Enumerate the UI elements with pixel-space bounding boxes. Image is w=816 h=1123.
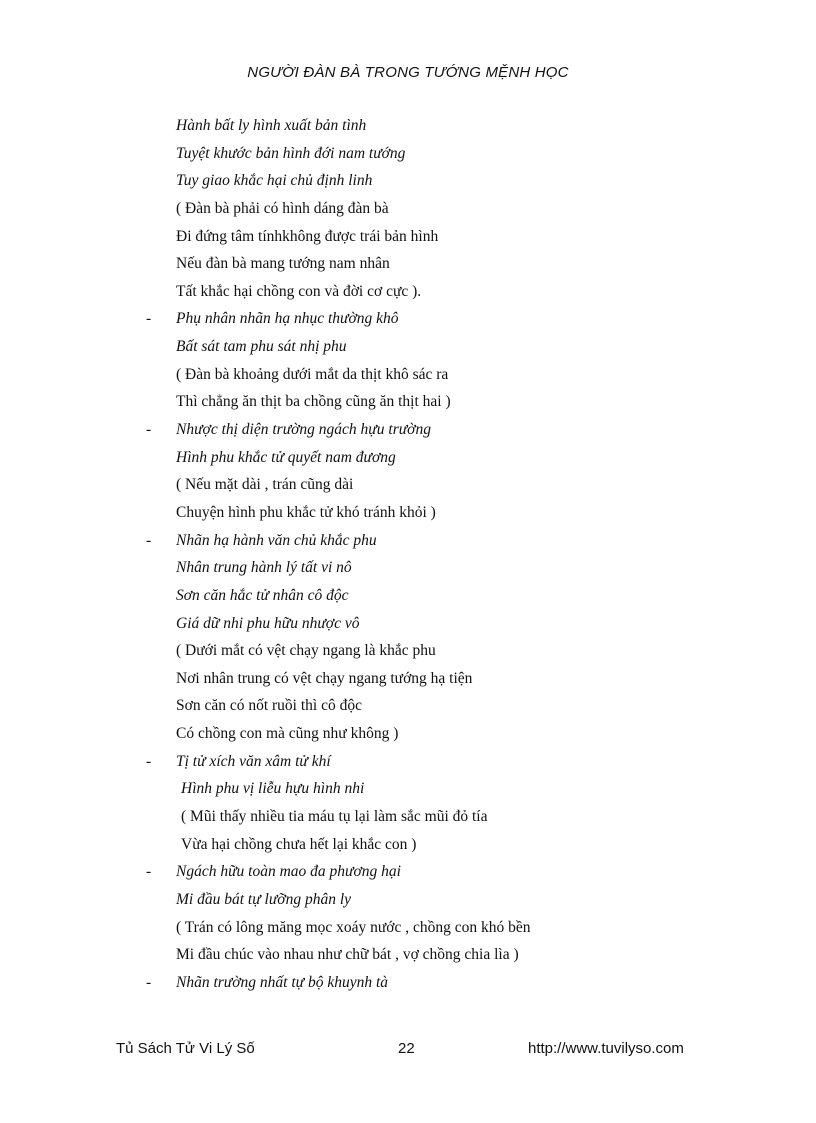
text-line	[0, 223, 816, 251]
text-line	[0, 831, 816, 859]
text-line	[0, 941, 816, 969]
text-line	[0, 803, 816, 831]
text-line-content: Thì chẳng ăn thịt ba chồng cũng ăn thịt hai )	[176, 393, 451, 411]
text-line	[0, 278, 816, 306]
list-bullet: -	[146, 421, 152, 439]
text-line	[0, 388, 816, 416]
text-line-content: Bất sát tam phu sát nhị phu	[176, 338, 347, 356]
text-line	[0, 914, 816, 942]
text-line	[0, 361, 816, 389]
text-line	[0, 665, 816, 693]
text-line	[0, 886, 816, 914]
text-line-content: ( Đàn bà phải có hình dáng đàn bà	[176, 199, 389, 217]
text-line	[0, 554, 816, 582]
list-bullet: -	[146, 531, 152, 549]
text-line	[0, 748, 816, 776]
list-bullet: -	[146, 752, 152, 770]
text-line	[0, 416, 816, 444]
text-line-content: Hình phu vị liễu hựu hình nhi	[181, 780, 365, 798]
text-line	[0, 775, 816, 803]
text-line	[0, 444, 816, 472]
text-line-content: Có chồng con mà cũng như không )	[176, 725, 399, 743]
text-line	[0, 692, 816, 720]
text-line	[0, 720, 816, 748]
text-line-content: Sơn căn hắc tử nhân cô độc	[176, 586, 349, 604]
footer-website-url: http://www.tuvilyso.com	[528, 1040, 684, 1057]
text-line-content: Ngách hữu toàn mao đa phương hại	[176, 863, 401, 881]
text-line	[0, 195, 816, 223]
text-line-content: Tị tử xích văn xâm tử khí	[176, 752, 331, 770]
list-bullet: -	[146, 863, 152, 881]
text-line-content: Nhân trung hành lý tất vi nô	[176, 559, 352, 577]
text-line-content: ( Dưới mắt có vệt chạy ngang là khắc phu	[176, 642, 436, 660]
page-header-title: NGƯỜI ĐÀN BÀ TRONG TƯỚNG MỆNH HỌC	[247, 64, 569, 81]
text-line-content: Sơn căn có nốt ruồi thì cô độc	[176, 697, 362, 715]
text-line-content: Giá dữ nhi phu hữu nhược vô	[176, 614, 360, 632]
text-line	[0, 471, 816, 499]
text-line-content: Nhãn trường nhất tự bộ khuynh tà	[176, 973, 389, 991]
text-line	[0, 858, 816, 886]
list-bullet: -	[146, 310, 152, 328]
text-line-content: Tuy giao khắc hại chủ định linh	[176, 172, 373, 190]
text-line	[0, 140, 816, 168]
text-line-content: Nếu đàn bà mang tướng nam nhân	[176, 255, 390, 273]
poem-body	[0, 112, 816, 997]
text-line-content: Mi đầu chúc vào nhau như chữ bát , vợ chồng chia lìa )	[176, 946, 519, 964]
text-line	[0, 610, 816, 638]
text-line	[0, 305, 816, 333]
text-line	[0, 167, 816, 195]
text-line	[0, 637, 816, 665]
text-line-content: Tuyệt khước bản hình đới nam tướng	[176, 144, 406, 162]
text-line-content: Hành bất ly hình xuất bản tình	[176, 117, 367, 134]
text-line-content: Hình phu khắc tử quyết nam đương	[176, 448, 396, 466]
text-line-content: Mi đầu bát tự lưỡng phân ly	[176, 890, 352, 908]
text-line	[0, 582, 816, 610]
text-line-content: Nhược thị diện trường ngách hựu trường	[176, 421, 431, 439]
text-line-content: Vừa hại chồng chưa hết lại khắc con )	[181, 835, 417, 853]
text-line-content: Chuyện hình phu khắc tử khó tránh khỏi )	[176, 503, 436, 521]
text-line	[0, 527, 816, 555]
text-line	[0, 112, 816, 140]
text-line-content: ( Trán có lông măng mọc xoáy nước , chồng con khó bền	[176, 918, 531, 936]
text-line-content: Nhãn hạ hành văn chủ khắc phu	[176, 531, 377, 549]
text-line-content: ( Nếu mặt dài , trán cũng dài	[176, 476, 354, 494]
text-line-content: Tất khắc hại chồng con và đời cơ cực ).	[176, 282, 422, 300]
footer-book-series: Tủ Sách Tử Vi Lý Số	[116, 1040, 255, 1057]
text-line-content: ( Đàn bà khoảng dưới mắt da thịt khô sác ra	[176, 365, 449, 383]
page-footer	[0, 1040, 816, 1060]
text-line-content: Nơi nhân trung có vệt chạy ngang tướng hạ tiện	[176, 669, 473, 687]
text-line	[0, 333, 816, 361]
text-line-content: Phụ nhân nhãn hạ nhục thường khô	[176, 310, 399, 328]
text-line-content: ( Mũi thấy nhiều tia máu tụ lại làm sắc mũi đỏ tía	[181, 808, 488, 826]
text-line-content: Đi đứng tâm tínhkhông được trái bản hình	[176, 227, 439, 245]
footer-page-number: 22	[398, 1040, 415, 1057]
list-bullet: -	[146, 973, 152, 991]
text-line	[0, 969, 816, 997]
text-line	[0, 499, 816, 527]
text-line	[0, 250, 816, 278]
